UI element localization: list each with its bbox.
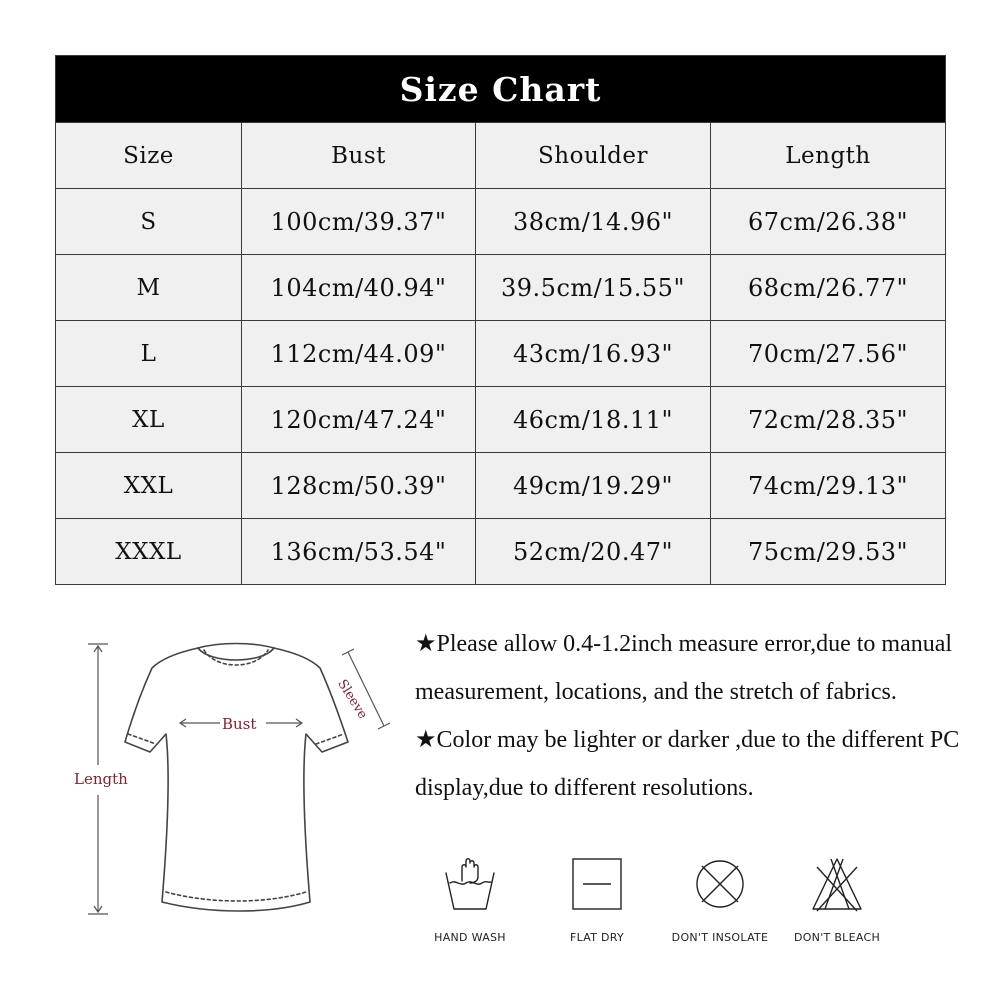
header-bust: Bust (242, 123, 476, 189)
shoulder-cell: 52cm/20.47" (476, 519, 711, 585)
size-cell: L (56, 321, 242, 387)
care-flat-dry (532, 855, 662, 944)
header-length: Length (711, 123, 946, 189)
tshirt-measurement-diagram (70, 630, 390, 930)
care-dont-insolate (655, 855, 785, 944)
note-color-variation: ★Color may be lighter or darker ,due to the different PC display,due to different resolutions. (415, 727, 960, 801)
dont-insolate-label: DON'T INSOLATE (671, 931, 769, 944)
table-row (56, 321, 946, 387)
bust-label: Bust (222, 715, 257, 733)
bust-cell: 112cm/44.09" (242, 321, 476, 387)
bust-cell: 100cm/39.37" (242, 189, 476, 255)
size-cell: XXXL (56, 519, 242, 585)
length-cell: 67cm/26.38" (711, 189, 946, 255)
note-measure-error: ★Please allow 0.4-1.2inch measure error,due to manual measurement, locations, and the stretch of fabrics. (415, 631, 953, 705)
bust-cell: 104cm/40.94" (242, 255, 476, 321)
shoulder-cell: 39.5cm/15.55" (476, 255, 711, 321)
dont-insolate-icon (690, 855, 750, 913)
size-cell: M (56, 255, 242, 321)
flat-dry-label: FLAT DRY (569, 931, 625, 944)
length-label: Length (74, 770, 128, 788)
size-chart-title: Size Chart (56, 56, 946, 123)
size-cell: XL (56, 387, 242, 453)
size-chart-table (55, 55, 946, 585)
dont-bleach-icon (807, 855, 867, 913)
table-row (56, 189, 946, 255)
shoulder-cell: 38cm/14.96" (476, 189, 711, 255)
length-cell: 68cm/26.77" (711, 255, 946, 321)
care-hand-wash (405, 855, 535, 944)
measurement-notes (415, 620, 975, 812)
length-cell: 70cm/27.56" (711, 321, 946, 387)
length-cell: 72cm/28.35" (711, 387, 946, 453)
table-row (56, 255, 946, 321)
shoulder-cell: 49cm/19.29" (476, 453, 711, 519)
hand-wash-icon (440, 855, 500, 913)
hand-wash-label: HAND WASH (434, 931, 506, 944)
header-row (56, 123, 946, 189)
size-cell: S (56, 189, 242, 255)
bust-cell: 136cm/53.54" (242, 519, 476, 585)
bust-cell: 128cm/50.39" (242, 453, 476, 519)
table-row (56, 453, 946, 519)
length-cell: 75cm/29.53" (711, 519, 946, 585)
size-cell: XXL (56, 453, 242, 519)
title-row (56, 56, 946, 123)
bust-cell: 120cm/47.24" (242, 387, 476, 453)
care-dont-bleach (772, 855, 902, 944)
shoulder-cell: 43cm/16.93" (476, 321, 711, 387)
sleeve-label: Sleeve (334, 677, 371, 722)
shoulder-cell: 46cm/18.11" (476, 387, 711, 453)
table-row (56, 519, 946, 585)
table-row (56, 387, 946, 453)
flat-dry-icon (567, 855, 627, 913)
dont-bleach-label: DON'T BLEACH (793, 931, 881, 944)
header-size: Size (56, 123, 242, 189)
header-shoulder: Shoulder (476, 123, 711, 189)
length-cell: 74cm/29.13" (711, 453, 946, 519)
